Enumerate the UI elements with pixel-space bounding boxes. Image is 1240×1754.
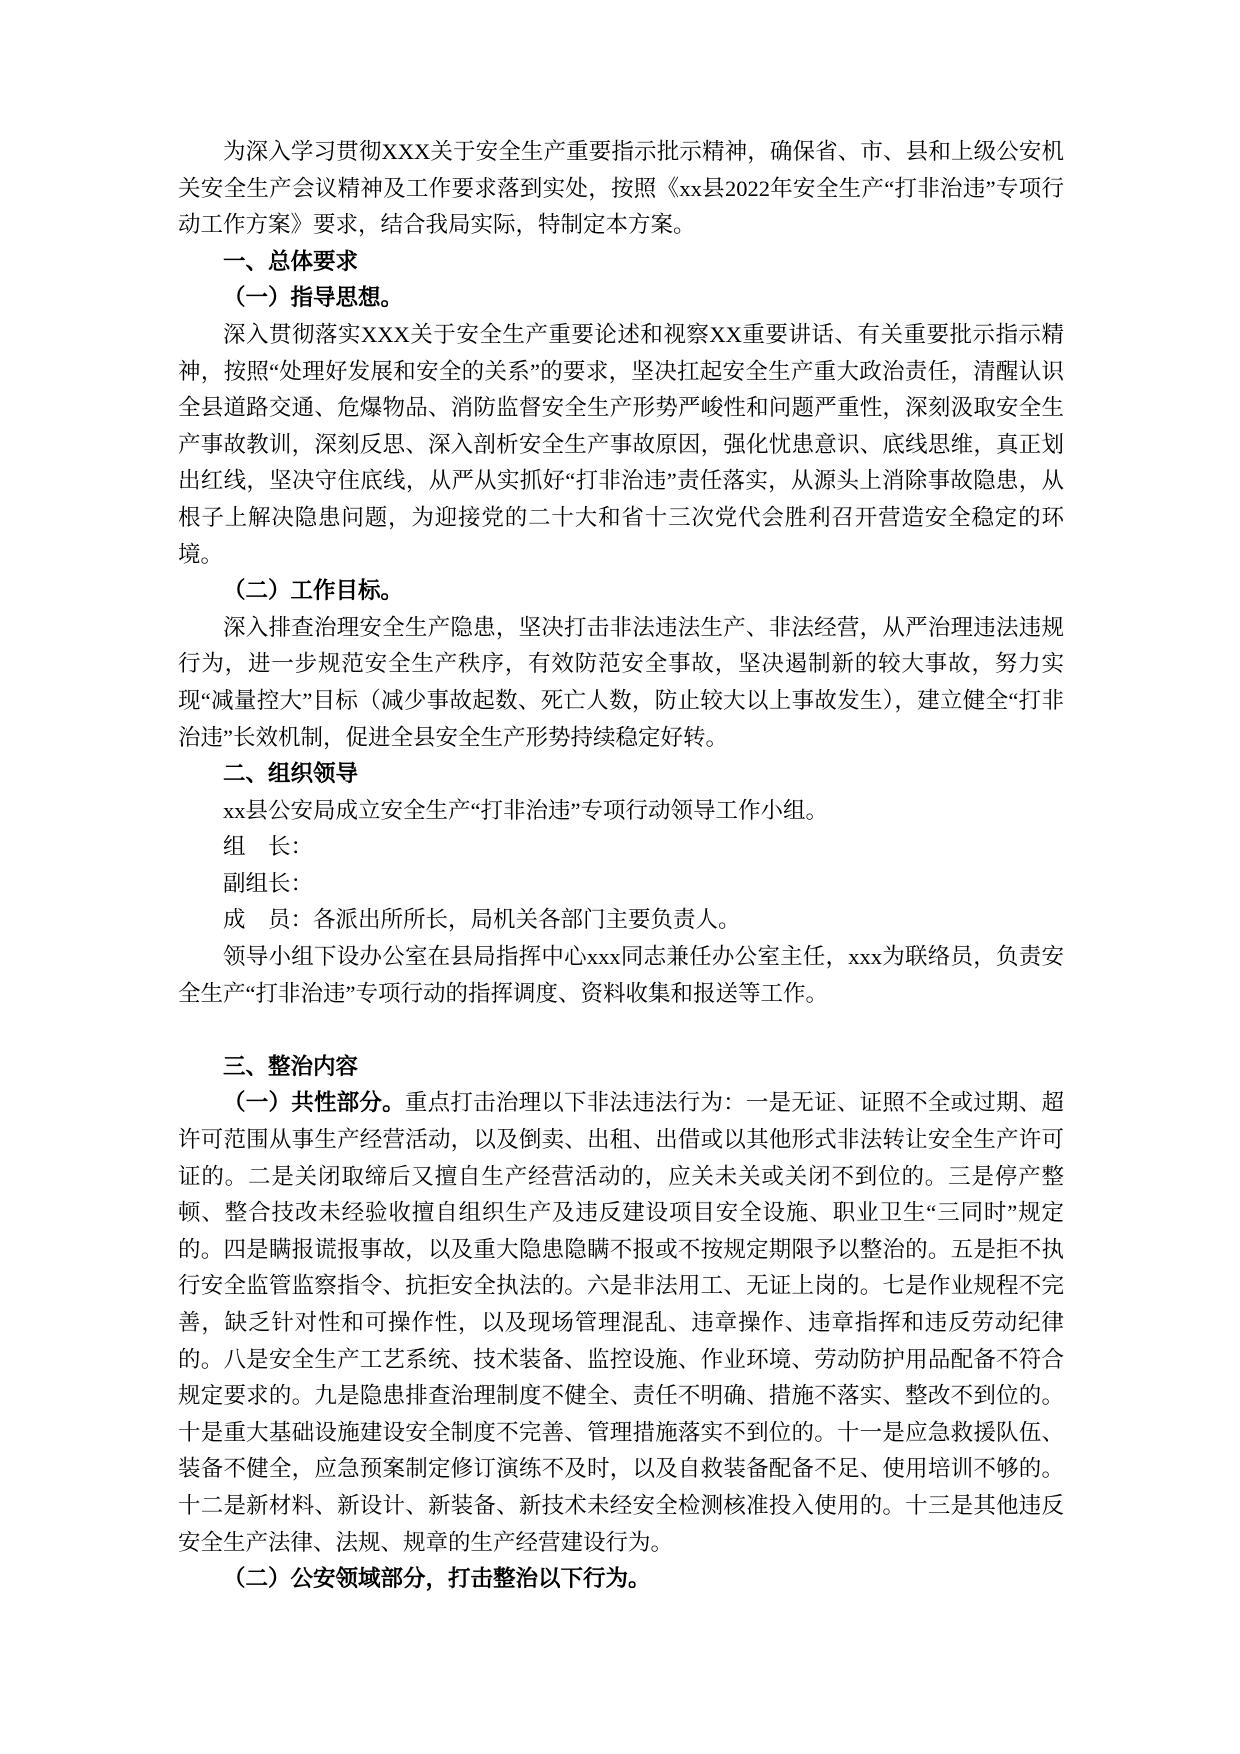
subsection-heading-work-goals: （二）工作目标。 (223, 578, 404, 604)
paragraph: 深入排查治理安全生产隐患，坚决打击非法违法生产、非法经营，从严治理违法违规行为，进一步规范安全生产秩序，有效防范安全事故，坚决遏制新的较大事故，努力实现“减量控大”目标（减少事故起数、死亡人数，防止较大以上事故发生），建立健全“打非治违”长效机制，促进全县安全生产形势持续稳定好转。 (178, 614, 1064, 750)
section-heading-organization-leadership: 二、组织领导 (223, 761, 359, 787)
section-heading-rectification-content: 三、整治内容 (223, 1053, 359, 1079)
section-heading-overall-requirements: 一、总体要求 (223, 248, 359, 274)
paragraph: xx县公安局成立安全生产“打非治违”专项行动领导工作小组。 (223, 797, 828, 823)
paragraph-deputy-leader: 副组长： (223, 870, 314, 896)
paragraph: 领导小组下设办公室在县局指挥中心xxx同志兼任办公室主任，xxx为联络员，负责安全生产“打非治违”专项行动的指挥调度、资料收集和报送等工作。 (178, 944, 1064, 1006)
subsection-heading-guiding-ideology: （一）指导思想。 (223, 285, 404, 311)
paragraph-common-part (178, 1085, 1064, 1561)
blank-line (178, 1012, 1064, 1049)
subsection-heading-public-security-part: （二）公安领域部分，打击整治以下行为。 (223, 1566, 651, 1592)
paragraph-group-leader: 组 长： (223, 834, 314, 860)
paragraph-rest: 重点打击治理以下非法违法行为：一是无证、证照不全或过期、超许可范围从事生产经营活动，以及倒卖、出租、出借或以其他形式非法转让安全生产许可证的。二是关闭取缔后又擅自生产经营活动的，应关未关或关闭不到位的。三是停产整顿、整合技改未经验收擅自组织生产及违反建设项目安全设施、职业卫生“三同时”规定的。四是瞒报谎报事故，以及重大隐患隐瞒不报或不按规定期限予以整治的。五是拒不执行安全监管监察指令、抗拒安全执法的。六是非法用工、无证上岗的。七是作业规程不完善，缺乏针对性和可操作性，以及现场管理混乱、违章操作、违章指挥和违反劳动纪律的。八是安全生产工艺系统、技术装备、监控设施、作业环境、劳动防护用品配备不符合规定要求的。九是隐患排查治理制度不健全、责任不明确、措施不落实、整改不到位的。十是重大基础设施建设安全制度不完善、管理措施落实不到位的。十一是应急救援队伍、装备不健全，应急预案制定修订演练不及时，以及自救装备配备不足、使用培训不够的。十二是新材料、新设计、新装备、新技术未经安全检测核准投入使用的。十三是其他违反安全生产法律、法规、规章的生产经营建设行为。 (178, 1090, 1064, 1555)
paragraph: 为深入学习贯彻XXX关于安全生产重要指示批示精神，确保省、市、县和上级公安机关安全生产会议精神及工作要求落到实处，按照《xx县2022年安全生产“打非治违”专项行动工作方案》要求，结合我局实际，特制定本方案。 (178, 139, 1064, 238)
paragraph: 深入贯彻落实XXX关于安全生产重要论述和视察XX重要讲话、有关重要批示指示精神，按照“处理好发展和安全的关系”的要求，坚决扛起安全生产重大政治责任，清醒认识全县道路交通、危爆物品、消防监督安全生产形势严峻性和问题严重性，深刻汲取安全生产事故教训，深刻反思、深入剖析安全生产事故原因，强化忧患意识、底线思维，真正划出红线，坚决守住底线，从严从实抓好“打非治违”责任落实，从源头上消除事故隐患，从根子上解决隐患问题，为迎接党的二十大和省十三次党代会胜利召开营造安全稳定的环境。 (178, 321, 1064, 567)
document-body (178, 134, 1064, 1598)
paragraph-members: 成 员：各派出所所长，局机关各部门主要负责人。 (223, 907, 741, 933)
paragraph-lead: （一）共性部分。 (223, 1090, 405, 1116)
